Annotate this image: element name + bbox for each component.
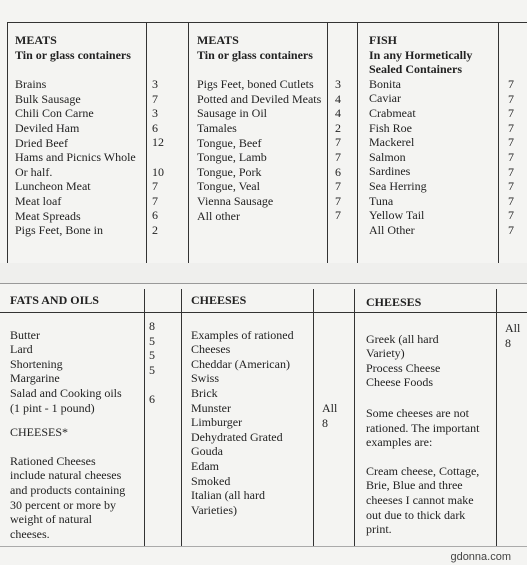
list-item: Mackerel (369, 135, 415, 150)
list-item: Vienna Sausage (197, 193, 274, 208)
list-item: Fish Roe (369, 120, 413, 135)
list-item: (1 pint - 1 pound) (10, 400, 95, 415)
watermark: gdonna.com (450, 551, 511, 563)
point-value: 7 (508, 149, 514, 164)
list-item: Chili Con Carne (15, 106, 94, 121)
point-value: 7 (335, 135, 341, 150)
list-item: Shortening (10, 356, 63, 371)
list-item: All other (197, 208, 240, 223)
bottom-section (0, 283, 527, 547)
note-line: out due to thick dark (366, 507, 466, 522)
note-line: and products containing (10, 482, 126, 497)
column-title: CHEESES (191, 293, 247, 307)
point-value: 7 (152, 193, 158, 208)
divider (354, 289, 355, 546)
points-column-1 (152, 77, 184, 238)
point-value: 8 (322, 415, 328, 430)
list-item: Process Cheese (366, 360, 441, 375)
list-item: Sausage in Oil (197, 106, 267, 121)
point-value: 7 (508, 208, 514, 223)
point-value: 7 (508, 106, 514, 121)
column-title: FATS AND OILS (10, 293, 99, 307)
list-item: Salad and Cooking oils (10, 385, 122, 400)
point-value: 7 (335, 208, 341, 223)
note-line: rationed. The important (366, 420, 480, 435)
column-title: CHEESES (366, 295, 422, 309)
section-gap (0, 263, 527, 283)
list-item: All Other (369, 222, 415, 237)
list-item: Dried Beef (15, 135, 68, 150)
column-subtitle: Tin or glass containers (197, 47, 313, 62)
point-value: 7 (508, 193, 514, 208)
list-item: Sardines (369, 164, 411, 179)
point-value: 6 (149, 391, 155, 406)
list-item: Variety) (366, 346, 405, 361)
note-line: Some cheeses are not (366, 405, 469, 420)
divider (7, 22, 527, 23)
point-value: All (505, 321, 521, 335)
point-value: 5 (149, 362, 155, 377)
divider (327, 22, 328, 263)
list-item: Limburger (191, 415, 243, 430)
divider (357, 22, 358, 263)
point-value (149, 377, 179, 392)
list-item: Potted and Deviled Meats (197, 91, 322, 106)
item-list (10, 328, 142, 416)
divider (496, 289, 497, 546)
note-line: Rationed Cheeses (10, 453, 96, 468)
note-line: cheeses I cannot make (366, 492, 474, 507)
item-list (197, 77, 327, 223)
list-item: Smoked (191, 473, 231, 488)
note-line: Cream cheese, Cottage, (366, 463, 480, 478)
divider (181, 289, 182, 546)
list-item: Margarine (10, 371, 60, 386)
list-item: Deviled Ham (15, 120, 80, 135)
list-item: Pigs Feet, Bone in (15, 223, 104, 238)
points-column-3 (508, 77, 526, 238)
item-list (366, 332, 496, 390)
point-value: 2 (335, 120, 341, 135)
list-item: Gouda (191, 444, 223, 459)
column-title: MEATS (197, 33, 239, 47)
point-value: 4 (335, 106, 341, 121)
cheese-note-examples (366, 464, 496, 537)
list-item: Cheese Foods (366, 375, 433, 390)
divider (7, 22, 8, 263)
list-item: Bulk Sausage (15, 91, 81, 106)
point-value: 7 (152, 91, 158, 106)
list-item: Italian (all hard (191, 488, 265, 503)
list-item: Munster (191, 400, 231, 415)
item-list (15, 77, 145, 238)
note-line: include natural cheeses (10, 468, 122, 483)
column-subtitle: In any Hormetically Sealed Containers (369, 47, 473, 77)
list-item: Tongue, Veal (197, 179, 260, 194)
point-value: 7 (508, 77, 514, 91)
list-item: Yellow Tail (369, 208, 425, 223)
list-item: Tuna (369, 193, 394, 208)
column-title: FISH (369, 33, 398, 47)
note-line: Brie, Blue and three (366, 478, 463, 493)
divider (498, 22, 499, 263)
point-value: 7 (335, 179, 341, 194)
list-item: Tongue, Beef (197, 135, 262, 150)
column-title: MEATS (15, 33, 57, 47)
points-column-fats (149, 319, 179, 407)
cheeses-column-2 (366, 295, 496, 537)
item-list (369, 77, 497, 238)
point-value (152, 150, 184, 165)
note-line: examples are: (366, 435, 433, 450)
meats-column-2 (197, 33, 327, 223)
point-value: 7 (508, 91, 514, 106)
item-list (191, 328, 313, 518)
list-item: Cheddar (American) (191, 356, 290, 371)
fish-column (369, 33, 497, 237)
point-value: 3 (152, 77, 158, 91)
point-value: 7 (508, 135, 514, 150)
list-item: Pigs Feet, boned Cutlets (197, 77, 314, 92)
point-value: 7 (508, 179, 514, 194)
point-value: 7 (335, 193, 341, 208)
list-item: Tongue, Pork (197, 164, 262, 179)
fats-oils-column (10, 293, 142, 541)
list-item: Cheeses (191, 342, 231, 357)
divider (146, 22, 147, 263)
list-item: Butter (10, 327, 40, 342)
point-value: 5 (149, 348, 155, 363)
list-item: Crabmeat (369, 105, 416, 120)
point-value: 3 (152, 106, 158, 121)
list-item: Bonita (369, 76, 401, 91)
point-value: 8 (149, 319, 155, 333)
list-item: Lard (10, 342, 33, 357)
points-column-cheeses-1 (322, 401, 352, 430)
point-value: 10 (152, 164, 164, 179)
point-value: All (322, 401, 338, 415)
list-item: Varieties) (191, 502, 237, 517)
point-value: 6 (152, 208, 158, 223)
divider (144, 289, 145, 546)
point-value: 7 (508, 164, 514, 179)
list-item: Caviar (369, 91, 401, 106)
point-value: 7 (152, 179, 158, 194)
point-value: 7 (335, 149, 341, 164)
list-item: Meat Spreads (15, 208, 81, 223)
point-value: 6 (335, 164, 341, 179)
point-value: 12 (152, 135, 164, 150)
points-column-2 (335, 77, 355, 223)
list-item: Brick (191, 385, 218, 400)
list-item: Swiss (191, 371, 220, 386)
point-value: 6 (152, 120, 158, 135)
point-value: 2 (152, 222, 158, 237)
points-column-cheeses-2 (505, 321, 527, 350)
list-item: Tongue, Lamb (197, 150, 267, 165)
list-item: Or half. (15, 164, 53, 179)
list-item: Edam (191, 458, 219, 473)
top-section (0, 0, 527, 264)
point-value: 3 (335, 77, 341, 91)
list-item: Examples of rationed (191, 327, 294, 342)
list-item: Tamales (197, 120, 237, 135)
meats-column-1 (15, 33, 145, 238)
divider (313, 289, 314, 546)
list-item: Salmon (369, 149, 406, 164)
list-item: Luncheon Meat (15, 179, 91, 194)
point-value: 8 (505, 335, 511, 350)
list-item: Brains (15, 77, 47, 92)
divider (188, 22, 189, 263)
point-value: 7 (508, 120, 514, 135)
point-value: 7 (508, 222, 514, 237)
cheese-note-heading: CHEESES* (10, 425, 69, 440)
list-item: Hams and Picnics Whole (15, 150, 136, 165)
list-item: Meat loaf (15, 193, 62, 208)
list-item: Dehydrated Grated (191, 429, 283, 444)
list-item: Sea Herring (369, 178, 427, 193)
note-line: weight of natural (10, 512, 92, 527)
point-value: 4 (335, 91, 341, 106)
point-value: 5 (149, 333, 155, 348)
note-line: cheeses. (10, 526, 50, 541)
cheeses-column-1 (191, 293, 313, 517)
list-item: Greek (all hard (366, 331, 439, 346)
column-subtitle: Tin or glass containers (15, 47, 131, 62)
note-line: 30 percent or more by (10, 497, 116, 512)
note-line: print. (366, 522, 392, 537)
cheese-note (10, 454, 142, 542)
cheese-note (366, 406, 496, 450)
